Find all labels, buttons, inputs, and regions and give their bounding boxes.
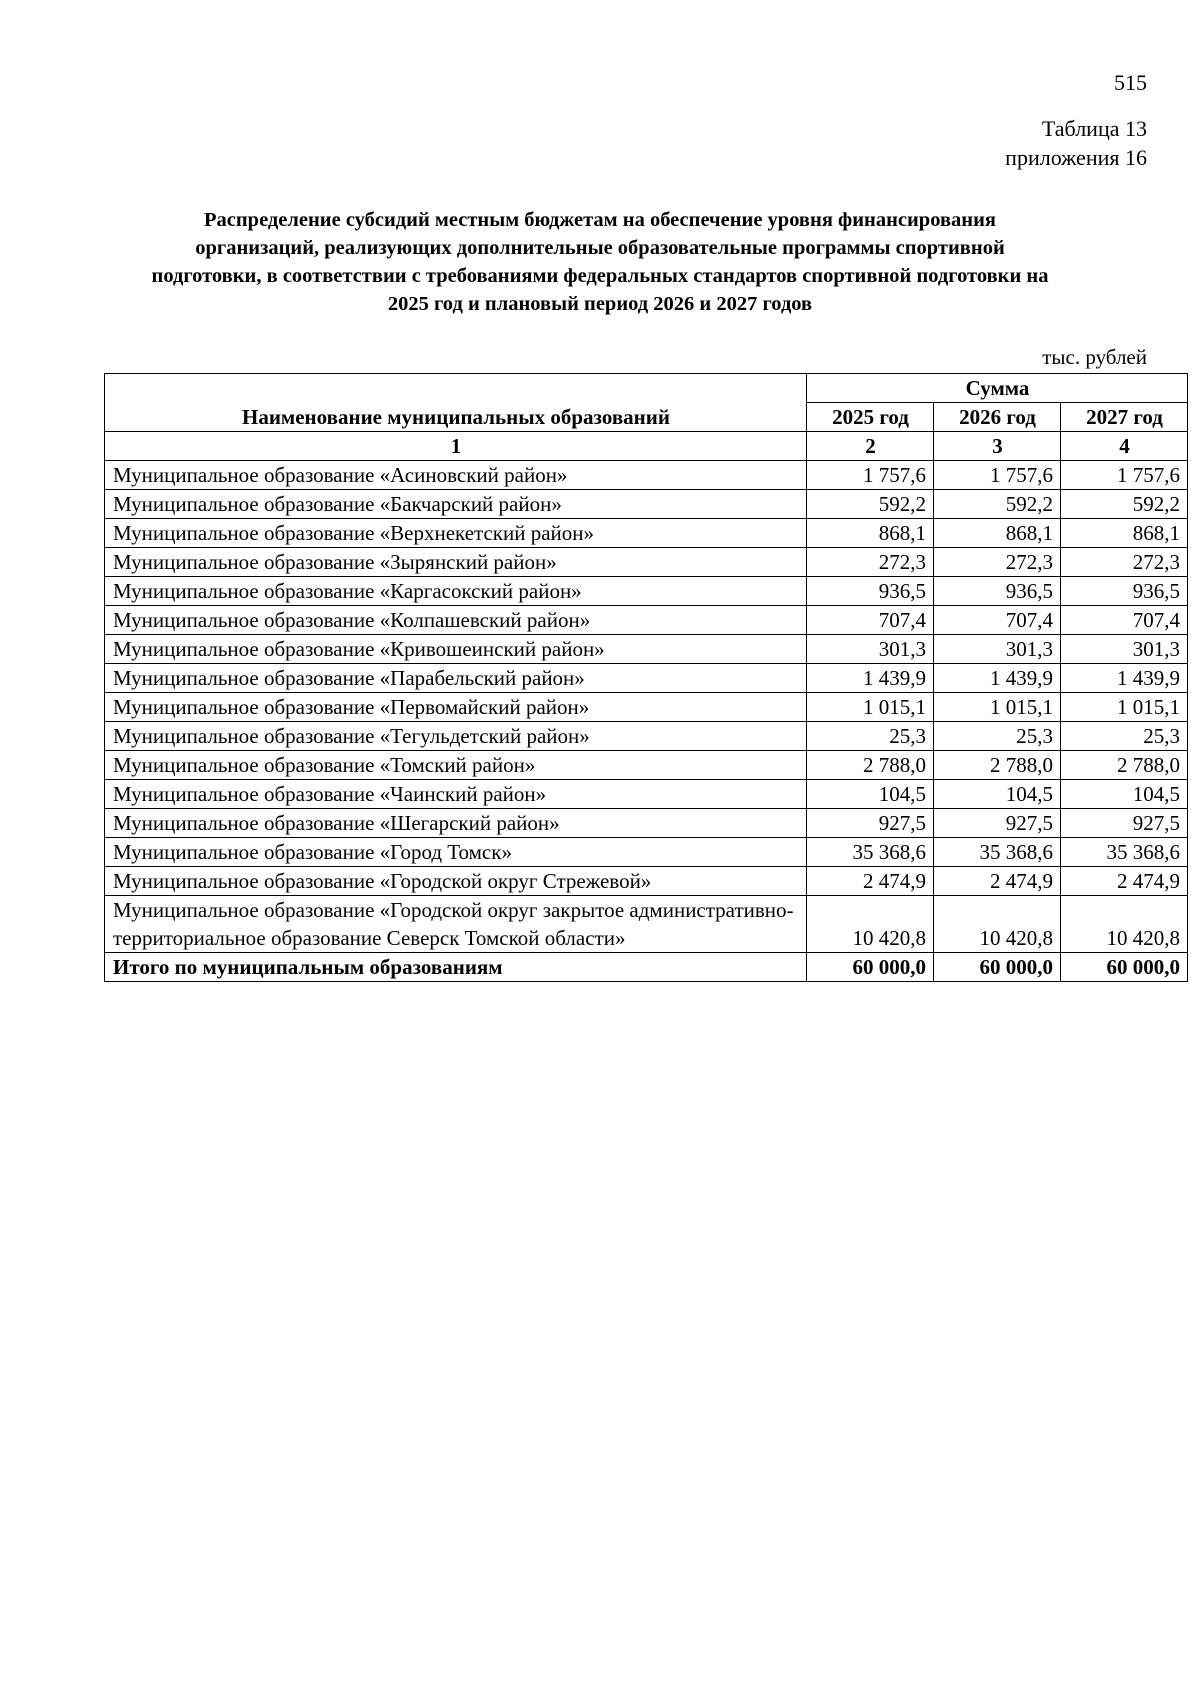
- table-row: [105, 809, 1188, 838]
- amount-cell-2025: 1 439,9: [807, 664, 934, 693]
- municipality-name: Муниципальное образование «Кривошеинский район»: [105, 635, 807, 664]
- table-row: [105, 606, 1188, 635]
- amount-cell-2026: 104,5: [934, 780, 1061, 809]
- municipality-name: Муниципальное образование «Город Томск»: [105, 838, 807, 867]
- amount-cell-2027: 927,5: [1061, 809, 1188, 838]
- total-amount-2026: 60 000,0: [934, 953, 1061, 982]
- amount-cell-2027: 1 757,6: [1061, 461, 1188, 490]
- column-number-row: [105, 432, 1188, 461]
- table-row: [105, 867, 1188, 896]
- amount-cell-2025: 301,3: [807, 635, 934, 664]
- total-label: Итого по муниципальным образованиям: [105, 953, 807, 982]
- amount-cell-2025: 272,3: [807, 548, 934, 577]
- table-row: [105, 780, 1188, 809]
- amount-cell-2026: 272,3: [934, 548, 1061, 577]
- table-row: [105, 490, 1188, 519]
- subsidy-table: [104, 373, 1188, 982]
- column-number: 3: [934, 432, 1061, 461]
- amount-cell-2025: 927,5: [807, 809, 934, 838]
- total-amount-2025: 60 000,0: [807, 953, 934, 982]
- total-amount-2027: 60 000,0: [1061, 953, 1188, 982]
- amount-cell-2025: 2 788,0: [807, 751, 934, 780]
- municipality-name: Муниципальное образование «Верхнекетский район»: [105, 519, 807, 548]
- amount-cell-2025: 104,5: [807, 780, 934, 809]
- amount-cell-2027: 1 015,1: [1061, 693, 1188, 722]
- appendix-number: приложения 16: [1005, 145, 1147, 170]
- table-row: [105, 577, 1188, 606]
- amount-cell-2027: 707,4: [1061, 606, 1188, 635]
- table-row: [105, 722, 1188, 751]
- column-number: 4: [1061, 432, 1188, 461]
- municipality-name: Муниципальное образование «Шегарский район»: [105, 809, 807, 838]
- municipality-name: Муниципальное образование «Городской округ Стрежевой»: [105, 867, 807, 896]
- page-number: 515: [1114, 70, 1147, 95]
- table-row: [105, 519, 1188, 548]
- amount-cell-2026: 1 015,1: [934, 693, 1061, 722]
- amount-cell-2026: 936,5: [934, 577, 1061, 606]
- amount-cell-2026: 707,4: [934, 606, 1061, 635]
- amount-cell-2025: 35 368,6: [807, 838, 934, 867]
- municipality-name: Муниципальное образование «Тегульдетский район»: [105, 722, 807, 751]
- amount-cell-2026: 592,2: [934, 490, 1061, 519]
- header-year-2027: 2027 год: [1061, 403, 1188, 432]
- amount-cell-2027: 1 439,9: [1061, 664, 1188, 693]
- amount-cell-2025: 592,2: [807, 490, 934, 519]
- municipality-name: Муниципальное образование «Колпашевский район»: [105, 606, 807, 635]
- municipality-name: Муниципальное образование «Каргасокский район»: [105, 577, 807, 606]
- column-number: 2: [807, 432, 934, 461]
- amount-cell-2025: 868,1: [807, 519, 934, 548]
- municipality-name: Муниципальное образование «Асиновский район»: [105, 461, 807, 490]
- municipality-name: Муниципальное образование «Томский район»: [105, 751, 807, 780]
- amount-cell-2026: 927,5: [934, 809, 1061, 838]
- table-row: [105, 635, 1188, 664]
- table-row: [105, 548, 1188, 577]
- table-reference: [1005, 114, 1147, 172]
- table-row: [105, 693, 1188, 722]
- header-row-top: [105, 374, 1188, 403]
- units-label: тыс. рублей: [1042, 345, 1147, 369]
- amount-cell-2027: 2 788,0: [1061, 751, 1188, 780]
- amount-cell-2027: 104,5: [1061, 780, 1188, 809]
- amount-cell-2027: 936,5: [1061, 577, 1188, 606]
- table-row: [105, 896, 1188, 953]
- amount-cell-2025: 10 420,8: [807, 896, 934, 953]
- amount-cell-2027: 25,3: [1061, 722, 1188, 751]
- column-number: 1: [105, 432, 807, 461]
- municipality-name: Муниципальное образование «Парабельский район»: [105, 664, 807, 693]
- amount-cell-2027: 592,2: [1061, 490, 1188, 519]
- amount-cell-2025: 707,4: [807, 606, 934, 635]
- amount-cell-2027: 272,3: [1061, 548, 1188, 577]
- municipality-name: Муниципальное образование «Первомайский район»: [105, 693, 807, 722]
- municipality-name: Муниципальное образование «Чаинский район»: [105, 780, 807, 809]
- amount-cell-2026: 25,3: [934, 722, 1061, 751]
- table-row: [105, 751, 1188, 780]
- amount-cell-2025: 2 474,9: [807, 867, 934, 896]
- amount-cell-2026: 35 368,6: [934, 838, 1061, 867]
- amount-cell-2025: 1 757,6: [807, 461, 934, 490]
- amount-cell-2027: 35 368,6: [1061, 838, 1188, 867]
- amount-cell-2027: 2 474,9: [1061, 867, 1188, 896]
- amount-cell-2025: 25,3: [807, 722, 934, 751]
- document-title: Распределение субсидий местным бюджетам на обеспечение уровня финансирования организаций, реализующих дополнительные образовательные программы спортивной подготовки, в соответствии с требованиями федеральных стандартов спортивной подготовки на 2025 год и плановый период 2026 и 2027 годов: [151, 209, 1049, 315]
- header-year-2026: 2026 год: [934, 403, 1061, 432]
- amount-cell-2026: 301,3: [934, 635, 1061, 664]
- amount-cell-2027: 301,3: [1061, 635, 1188, 664]
- table-number: Таблица 13: [1041, 116, 1147, 141]
- table-row: [105, 838, 1188, 867]
- amount-cell-2026: 2 788,0: [934, 751, 1061, 780]
- municipality-name: Муниципальное образование «Бакчарский район»: [105, 490, 807, 519]
- amount-cell-2025: 1 015,1: [807, 693, 934, 722]
- header-name: Наименование муниципальных образований: [105, 374, 807, 432]
- amount-cell-2026: 2 474,9: [934, 867, 1061, 896]
- table-row: [105, 664, 1188, 693]
- amount-cell-2027: 868,1: [1061, 519, 1188, 548]
- header-sum: Сумма: [807, 374, 1188, 403]
- amount-cell-2026: 1 439,9: [934, 664, 1061, 693]
- municipality-name: Муниципальное образование «Зырянский район»: [105, 548, 807, 577]
- municipality-name: Муниципальное образование «Городской округ закрытое административно-территориальное образование Северск Томской области»: [105, 896, 807, 953]
- total-row: [105, 953, 1188, 982]
- table-row: [105, 461, 1188, 490]
- amount-cell-2026: 868,1: [934, 519, 1061, 548]
- amount-cell-2026: 10 420,8: [934, 896, 1061, 953]
- amount-cell-2027: 10 420,8: [1061, 896, 1188, 953]
- amount-cell-2026: 1 757,6: [934, 461, 1061, 490]
- header-year-2025: 2025 год: [807, 403, 934, 432]
- amount-cell-2025: 936,5: [807, 577, 934, 606]
